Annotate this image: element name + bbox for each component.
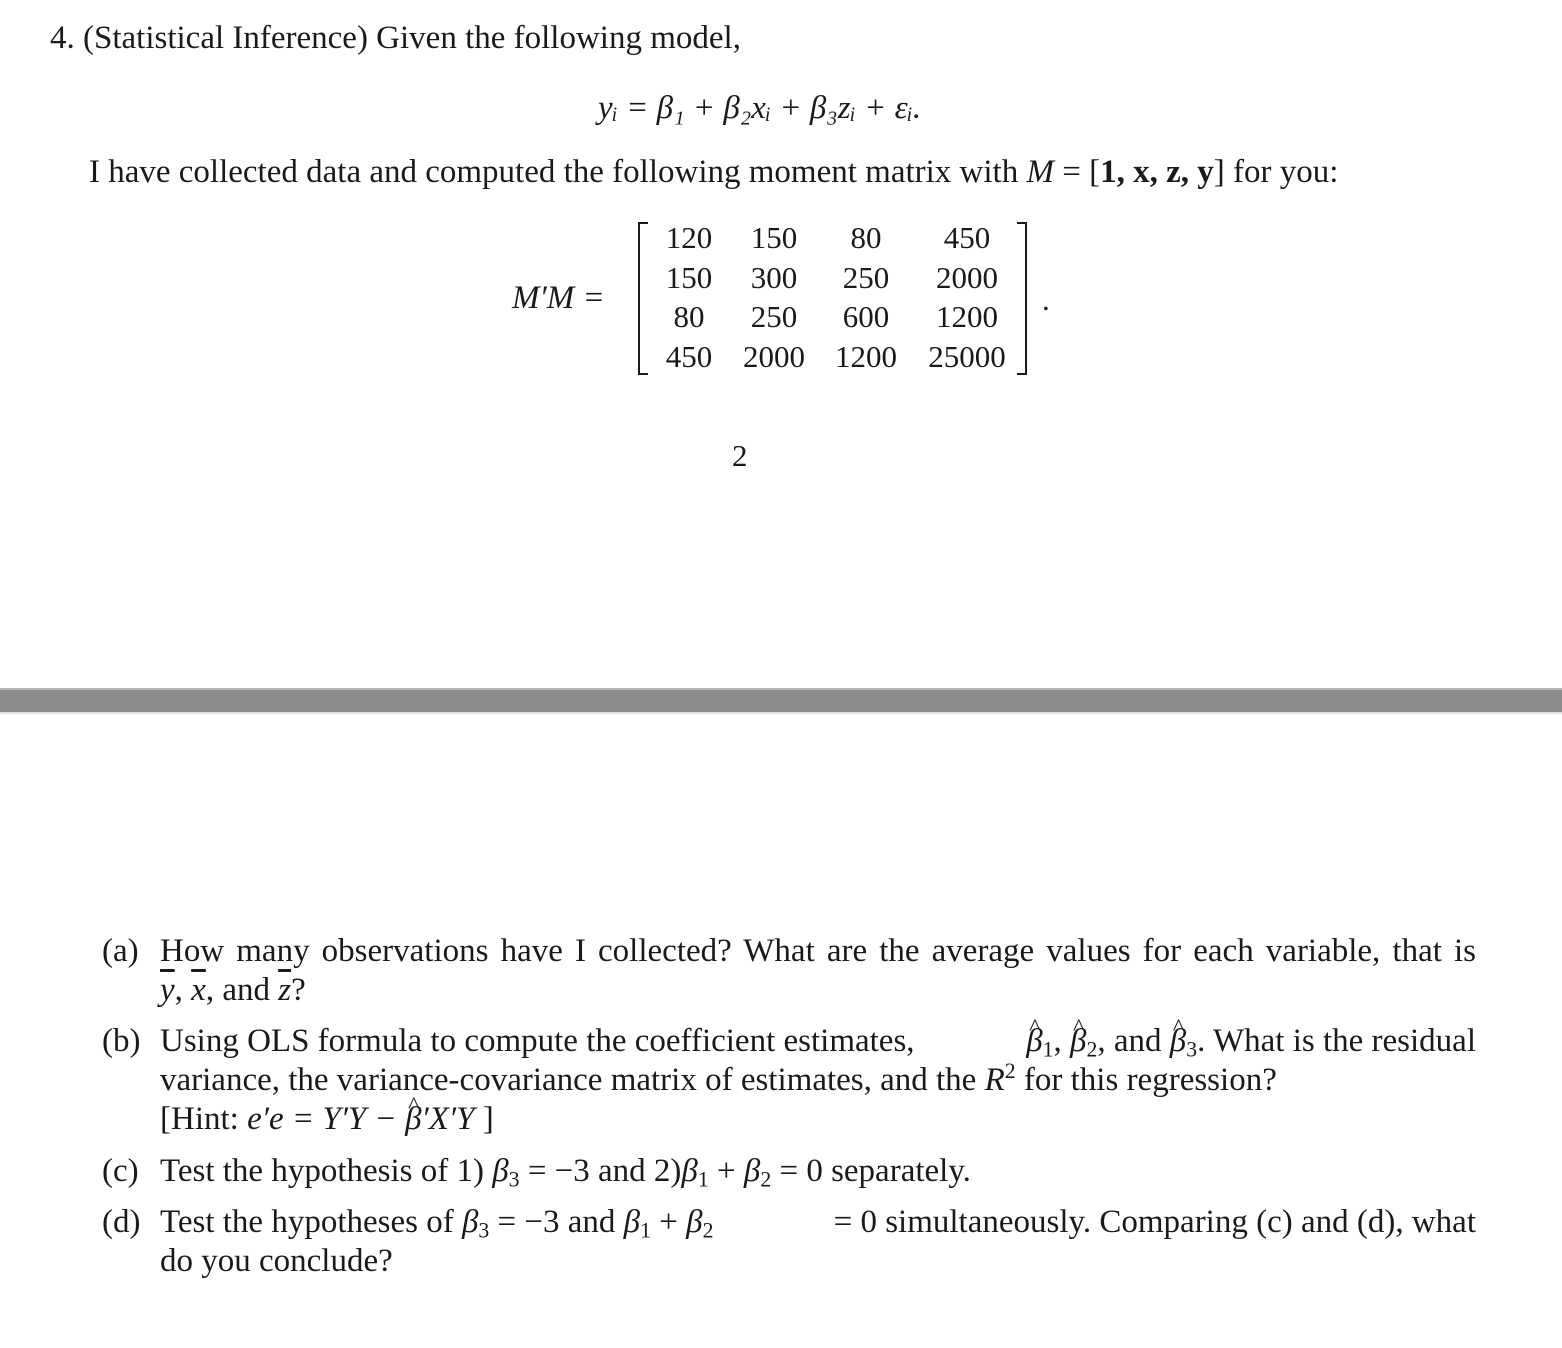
question-a-sep2: , and [205,972,279,1008]
ybar: $\overline{y}$ [160,972,175,1008]
intro-math-close: ] [1213,154,1225,190]
question-d-sub3: 3 [478,1218,490,1243]
matrix-cell: 150 [750,220,798,255]
matrix-label: M′M = [512,280,605,316]
matrix-cell: 1200 [936,299,998,334]
page-divider [0,688,1562,714]
matrix-cell: 25000 [928,338,1006,374]
beta3-sub: 3 [1186,1037,1198,1062]
matrix-cell: 80 [850,220,882,255]
question-c-mid: = −3 and 2) [519,1153,682,1189]
question-b-line1 [160,1022,1476,1061]
matrix-cell: 450 [943,220,991,255]
question-a-line2 [160,971,1476,1010]
r-squared: R [984,1062,1005,1098]
xbar: $\overline{x}$ [191,972,206,1008]
question-c-beta2: β [743,1153,761,1189]
question-d-sub1: 1 [640,1218,651,1243]
beta2-hat: ^ β [1070,1022,1086,1061]
question-b-line2-end: for this regression? [1015,1062,1277,1098]
problem-number: 4. [50,20,75,56]
question-d-line1 [160,1203,1476,1242]
question-c-end: = 0 separately. [771,1153,971,1189]
question-b-line2-start: variance, the variance-covariance matrix of estimates, and the [160,1062,985,1098]
beta1-hat: ^ β [1026,1022,1042,1061]
matrix-cell: 1200 [835,338,897,374]
matrix-cell: 150 [665,259,713,295]
problem-heading [50,16,741,60]
question-c-sub1: 1 [697,1167,709,1192]
question-d-mid: = −3 and [489,1204,624,1240]
beta3-hat: ^ β [1170,1022,1186,1061]
question-b-text [160,1022,1476,1139]
matrix-cell: 300 [750,259,798,295]
matrix-cell: 120 [665,220,713,255]
question-b-betas [1026,1022,1476,1061]
question-d-beta1: β [623,1204,641,1240]
beta2-sub: 2 [1086,1037,1098,1062]
question-c-label: (c) [102,1153,139,1189]
question-d-sub2: 2 [702,1218,714,1243]
question-d-label: (d) [102,1204,141,1240]
question-c-sub3: 3 [508,1167,520,1192]
hint-close: ] [474,1101,494,1137]
question-b-line1-end: . What is the residual [1197,1023,1476,1059]
question-c-start: Test the hypothesis of 1) [160,1153,493,1189]
hint-rest: ′X′Y [421,1101,475,1137]
moment-matrix [656,218,1028,376]
intro-math-vector: 1, x, z, y [1100,154,1214,190]
zbar: $\overline{z}$ [278,972,292,1008]
question-c-line [160,1152,1476,1191]
question-d-line1-left [160,1203,713,1242]
question-c-text [160,1152,1476,1191]
question-b-hint [160,1100,1476,1139]
page-number: 2 [732,438,748,473]
question-a-end: ? [291,972,306,1008]
question-d-start: Test the hypotheses of [160,1204,462,1240]
matrix-cell: 2000 [743,338,805,374]
question-b-sep2: , and [1097,1023,1170,1059]
matrix-right-bracket [1017,222,1027,375]
question-d-beta3: β [461,1204,479,1240]
question-d-text [160,1203,1476,1281]
question-b-line1-start: Using OLS formula to compute the coefficient estimates, [160,1023,915,1059]
intro-line [89,150,1338,194]
hint-beta-hat: ^ β [405,1100,421,1139]
intro-suffix: for you: [1224,154,1339,190]
matrix-cell: 450 [665,338,713,374]
matrix-cell: 80 [673,299,705,334]
question-a-line1: How many observations have I collected? What are the average values for each variable, that is [160,933,1476,969]
hint-open: [Hint: [160,1101,248,1137]
question-b-line2 [160,1061,1476,1100]
r-squared-sup: 2 [1004,1059,1016,1084]
beta1-sub: 1 [1042,1037,1054,1062]
matrix-cell: 250 [750,299,798,334]
question-c-beta1: β [681,1153,698,1189]
intro-math-m: M [1026,154,1054,190]
intro-text: I have collected data and computed the following moment matrix with [89,154,1019,190]
matrix-trailing-period: . [1042,282,1050,317]
hint-math: e′e = Y′Y − [247,1101,406,1137]
question-d-plus: + [651,1204,687,1240]
model-equation: yᵢ = β₁ + β₂xᵢ + β₃zᵢ + εᵢ. [598,90,922,126]
question-b-label: (b) [102,1023,141,1059]
question-a-text [160,932,1476,1010]
question-c-plus: + [708,1153,744,1189]
question-d-line1-end: = 0 simultaneously. Comparing (c) and (d), what [833,1204,1476,1240]
problem-heading-text: (Statistical Inference) Given the following model, [83,20,741,56]
question-a-label: (a) [102,933,139,969]
intro-math-eq: = [ [1053,154,1101,190]
matrix-left-bracket [638,222,648,375]
matrix-cell: 2000 [936,259,998,295]
question-d-line2: do you conclude? [160,1243,393,1279]
question-a-sep1: , [174,972,192,1008]
question-c-beta3: β [492,1153,509,1189]
question-c-sub2: 2 [760,1167,772,1192]
question-b-sep1: , [1053,1023,1071,1059]
matrix-cell: 600 [842,299,890,334]
matrix-cell: 250 [842,259,890,295]
question-d-beta2: β [686,1204,703,1240]
